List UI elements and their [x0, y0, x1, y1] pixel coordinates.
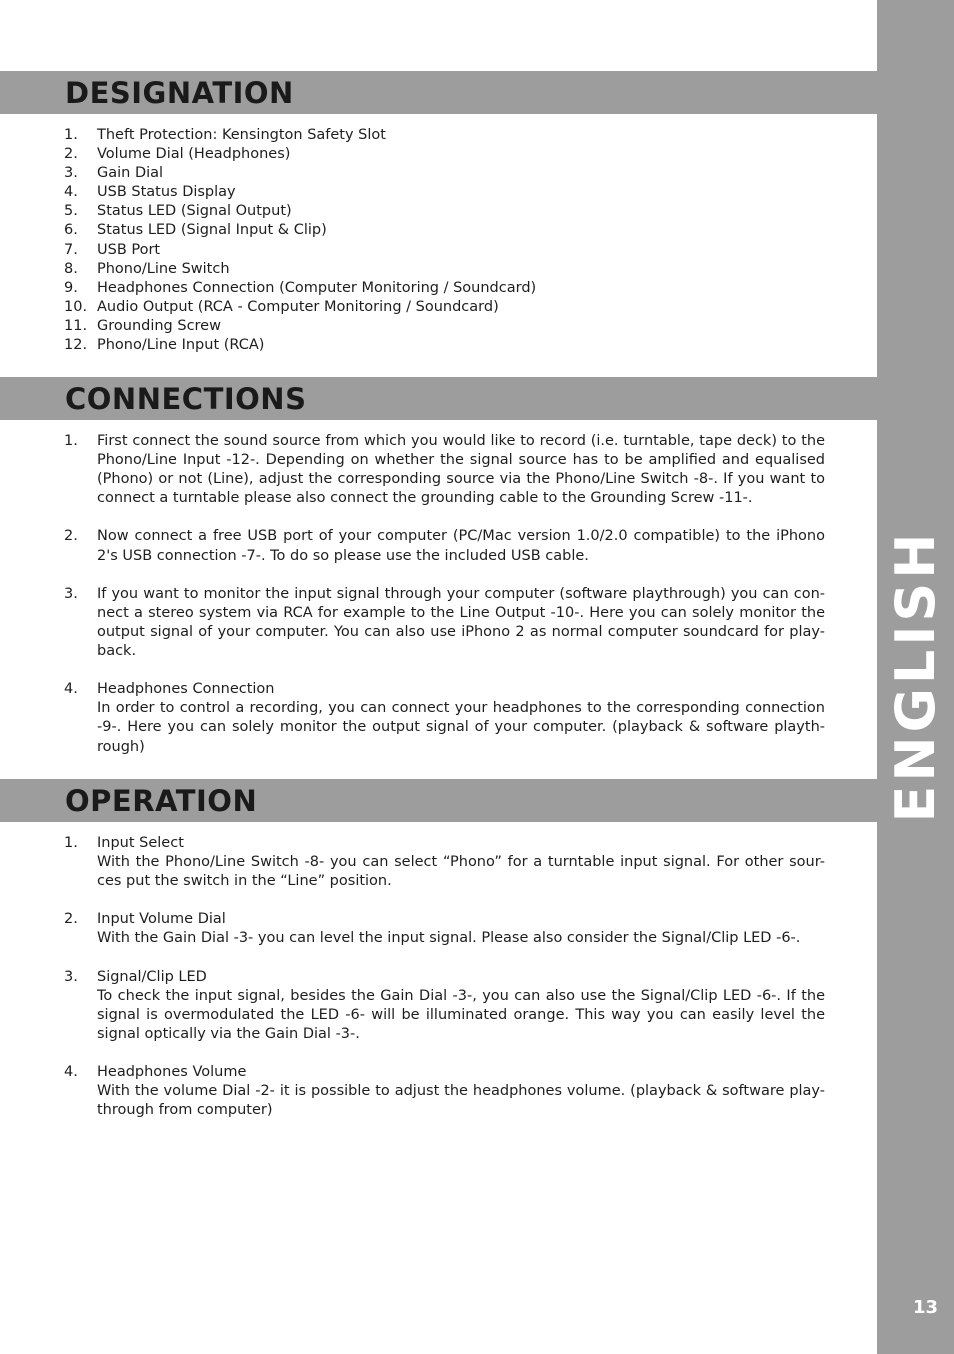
connections-item: [64, 432, 825, 508]
designation-item: [64, 221, 825, 240]
language-label: ENGLISH: [883, 529, 947, 823]
item-number: 7.: [64, 241, 78, 258]
operation-header-band: [0, 779, 877, 822]
language-side-tab: [877, 0, 954, 1354]
designation-item: [64, 279, 825, 298]
item-body: If you want to monitor the input signal through your computer (software playthrough) you can con-nect a stereo system via RCA for example to the Line Output -10-. Here you can solely monitor the output signal of your computer. You can also use iPhono 2 as normal computer soundcard for play-back.: [97, 585, 825, 660]
item-body: With the Phono/Line Switch -8- you can select “Phono” for a turntable input signal. For other sour-ces put the switch in the “Line” position.: [97, 854, 825, 890]
item-number: 4.: [64, 681, 78, 698]
language-label-container: [877, 0, 954, 1354]
item-number: 6.: [64, 222, 78, 239]
connections-item: [64, 585, 825, 661]
item-title: Headphones Connection: [97, 681, 275, 698]
operation-item: [64, 910, 825, 948]
operation-list: [64, 834, 825, 1120]
designation-item: [64, 164, 825, 183]
connections-list: [64, 432, 825, 757]
item-text: Headphones Connection (Computer Monitoring / Soundcard): [97, 279, 537, 296]
item-text: Phono/Line Input (RCA): [97, 337, 265, 354]
item-body: Now connect a free USB port of your computer (PC/Mac version 1.0/2.0 compatible) to the iPhono 2's USB connection -7-. To do so please use the included USB cable.: [97, 528, 825, 564]
designation-item: [64, 183, 825, 202]
item-text: USB Status Display: [97, 184, 236, 201]
item-number: 4.: [64, 1064, 78, 1081]
item-number: 3.: [64, 968, 78, 985]
item-body: To check the input signal, besides the Gain Dial -3-, you can also use the Signal/Clip LED -6-. If the signal is overmodulated the LED -6- will be illuminated orange. This way you can easily level the signal optically via the Gain Dial -3-.: [97, 987, 825, 1042]
item-number: 1.: [64, 127, 78, 143]
connections-header-band: [0, 377, 877, 420]
designation-list: [64, 126, 825, 355]
designation-item: [64, 145, 825, 164]
connections-item: [64, 527, 825, 565]
item-text: Audio Output (RCA - Computer Monitoring / Soundcard): [97, 298, 499, 315]
item-text: Volume Dial (Headphones): [97, 146, 291, 163]
item-number: 2.: [64, 146, 78, 163]
item-text: Status LED (Signal Output): [97, 203, 292, 220]
designation-heading: DESIGNATION: [65, 76, 294, 110]
item-text: Gain Dial: [97, 165, 164, 182]
item-number: 12.: [64, 337, 88, 354]
item-number: 1.: [64, 835, 78, 851]
operation-item: [64, 968, 825, 1044]
operation-item: [64, 1063, 825, 1120]
designation-item: [64, 126, 825, 145]
connections-heading: CONNECTIONS: [65, 382, 307, 416]
page-number: 13: [912, 1297, 938, 1318]
item-number: 10.: [64, 298, 88, 315]
connections-item: [64, 680, 825, 756]
item-number: 8.: [64, 260, 78, 277]
designation-header-band: [0, 71, 877, 114]
item-number: 11.: [64, 317, 88, 334]
item-text: Theft Protection: Kensington Safety Slot: [97, 127, 386, 143]
designation-item: [64, 260, 825, 279]
item-text: Status LED (Signal Input & Clip): [97, 222, 327, 239]
designation-item: [64, 202, 825, 221]
item-number: 3.: [64, 165, 78, 182]
item-body: In order to control a recording, you can connect your headphones to the corresponding connection -9-. Here you can solely monitor the output signal of your computer. (playback & software playth-rough): [97, 700, 825, 755]
item-number: 4.: [64, 184, 78, 201]
item-number: 9.: [64, 279, 78, 296]
operation-heading: OPERATION: [65, 784, 258, 818]
item-body: With the volume Dial -2- it is possible to adjust the headphones volume. (playback & software play-through from computer): [97, 1083, 825, 1119]
item-title: Input Select: [97, 835, 184, 851]
item-body: First connect the sound source from which you would like to record (i.e. turntable, tape deck) to the Phono/Line Input -12-. Depending on whether the signal source has to be amplified and equalised (Phono) or not (Line), adjust the corresponding source via the Phono/Line Switch -8-. If you want to connect a turntable please also connect the grounding cable to the Grounding Screw -11-.: [97, 433, 825, 507]
item-title: Signal/Clip LED: [97, 968, 207, 985]
item-number: 5.: [64, 203, 78, 220]
item-title: Input Volume Dial: [97, 911, 226, 928]
item-number: 3.: [64, 585, 78, 602]
designation-item: [64, 241, 825, 260]
item-title: Headphones Volume: [97, 1064, 247, 1081]
item-number: 2.: [64, 528, 78, 545]
item-text: USB Port: [97, 241, 161, 258]
item-number: 2.: [64, 911, 78, 928]
item-number: 1.: [64, 433, 78, 449]
item-body: With the Gain Dial -3- you can level the input signal. Please also consider the Signal/Clip LED -6-.: [97, 930, 801, 947]
designation-item: [64, 298, 825, 317]
item-text: Grounding Screw: [97, 317, 221, 334]
operation-item: [64, 834, 825, 891]
item-text: Phono/Line Switch: [97, 260, 230, 277]
designation-item: [64, 336, 825, 355]
designation-item: [64, 317, 825, 336]
